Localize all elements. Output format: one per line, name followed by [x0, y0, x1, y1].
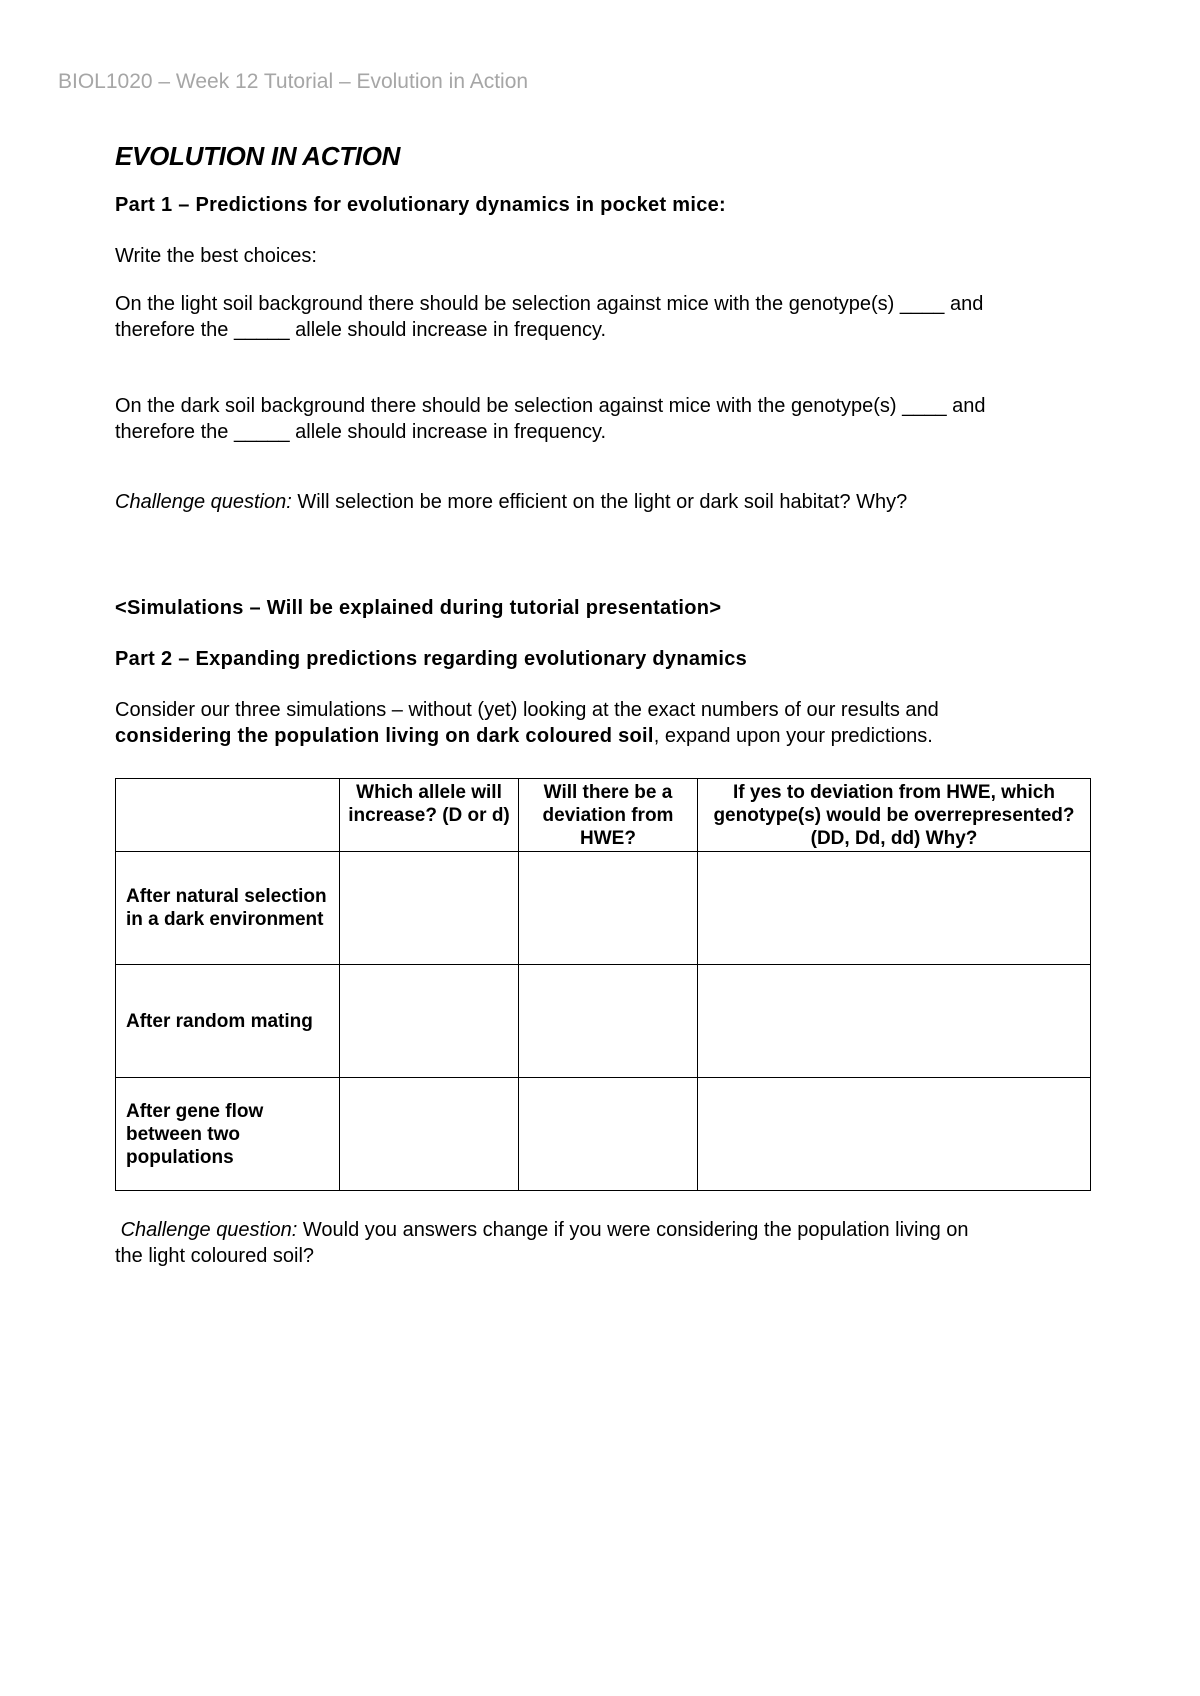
challenge-label: Challenge question: — [115, 491, 292, 513]
row-label-gene-flow: After gene flow between two populations — [116, 1078, 340, 1191]
table-row — [116, 1078, 1091, 1191]
answer-cell[interactable] — [519, 965, 698, 1078]
part2-instructions-line-2 — [115, 723, 1090, 749]
table-header-row — [116, 779, 1091, 852]
light-soil-line-1: On the light soil background there should be selection against mice with the genotype(s) ____ and — [115, 293, 984, 315]
dark-soil-line-1: On the dark soil background there should be selection against mice with the genotype(s) ____ and — [115, 395, 986, 417]
row-label-random-mating: After random mating — [116, 965, 340, 1078]
running-header: BIOL1020 – Week 12 Tutorial – Evolution in Action — [58, 70, 529, 93]
dark-soil-statement — [115, 393, 1090, 445]
challenge-text: Would you answers change if you were considering the population living on — [297, 1219, 969, 1241]
answer-cell[interactable] — [698, 1078, 1091, 1191]
part1-intro: Write the best choices: — [115, 245, 317, 267]
part2-instructions — [115, 697, 1090, 749]
challenge-label: Challenge question: — [120, 1219, 298, 1241]
table-header-blank — [116, 779, 340, 852]
part1-challenge-question — [115, 489, 1090, 515]
answer-cell[interactable] — [698, 852, 1091, 965]
challenge-text: Will selection be more efficient on the light or dark soil habitat? Why? — [291, 491, 908, 513]
dark-soil-emphasis: considering the population living on dark coloured soil — [115, 725, 654, 747]
table-row — [116, 965, 1091, 1078]
predictions-table — [115, 778, 1091, 1191]
answer-cell[interactable] — [698, 965, 1091, 1078]
table-header-genotype: If yes to deviation from HWE, which genotype(s) would be overrepresented? (DD, Dd, dd) Why? — [698, 779, 1091, 852]
part2-challenge-question — [115, 1217, 1090, 1269]
worksheet-content — [115, 140, 1090, 1269]
answer-cell[interactable] — [519, 852, 698, 965]
part2-instructions-line-1: Consider our three simulations – without (yet) looking at the exact numbers of our results and — [115, 699, 939, 721]
answer-cell[interactable] — [519, 1078, 698, 1191]
part1-heading: Part 1 – Predictions for evolutionary dynamics in pocket mice: — [115, 194, 727, 216]
table-header-allele: Which allele will increase? (D or d) — [340, 779, 519, 852]
row-label-natural-selection: After natural selection in a dark environment — [116, 852, 340, 965]
answer-cell[interactable] — [340, 965, 519, 1078]
table-header-hwe-deviation: Will there be a deviation from HWE? — [519, 779, 698, 852]
part2-challenge-line-2: the light coloured soil? — [115, 1245, 315, 1267]
answer-cell[interactable] — [340, 1078, 519, 1191]
part2-instructions-tail: , expand upon your predictions. — [653, 725, 933, 747]
dark-soil-line-2: therefore the _____ allele should increase in frequency. — [115, 421, 607, 443]
light-soil-statement — [115, 291, 1090, 343]
answer-cell[interactable] — [340, 852, 519, 965]
part2-challenge-line-1 — [115, 1217, 1090, 1243]
document-title: EVOLUTION IN ACTION — [115, 141, 401, 171]
table-row — [116, 852, 1091, 965]
part2-heading: Part 2 – Expanding predictions regarding evolutionary dynamics — [115, 648, 748, 670]
light-soil-line-2: therefore the _____ allele should increase in frequency. — [115, 319, 607, 341]
simulations-note: <Simulations – Will be explained during tutorial presentation> — [115, 597, 722, 619]
